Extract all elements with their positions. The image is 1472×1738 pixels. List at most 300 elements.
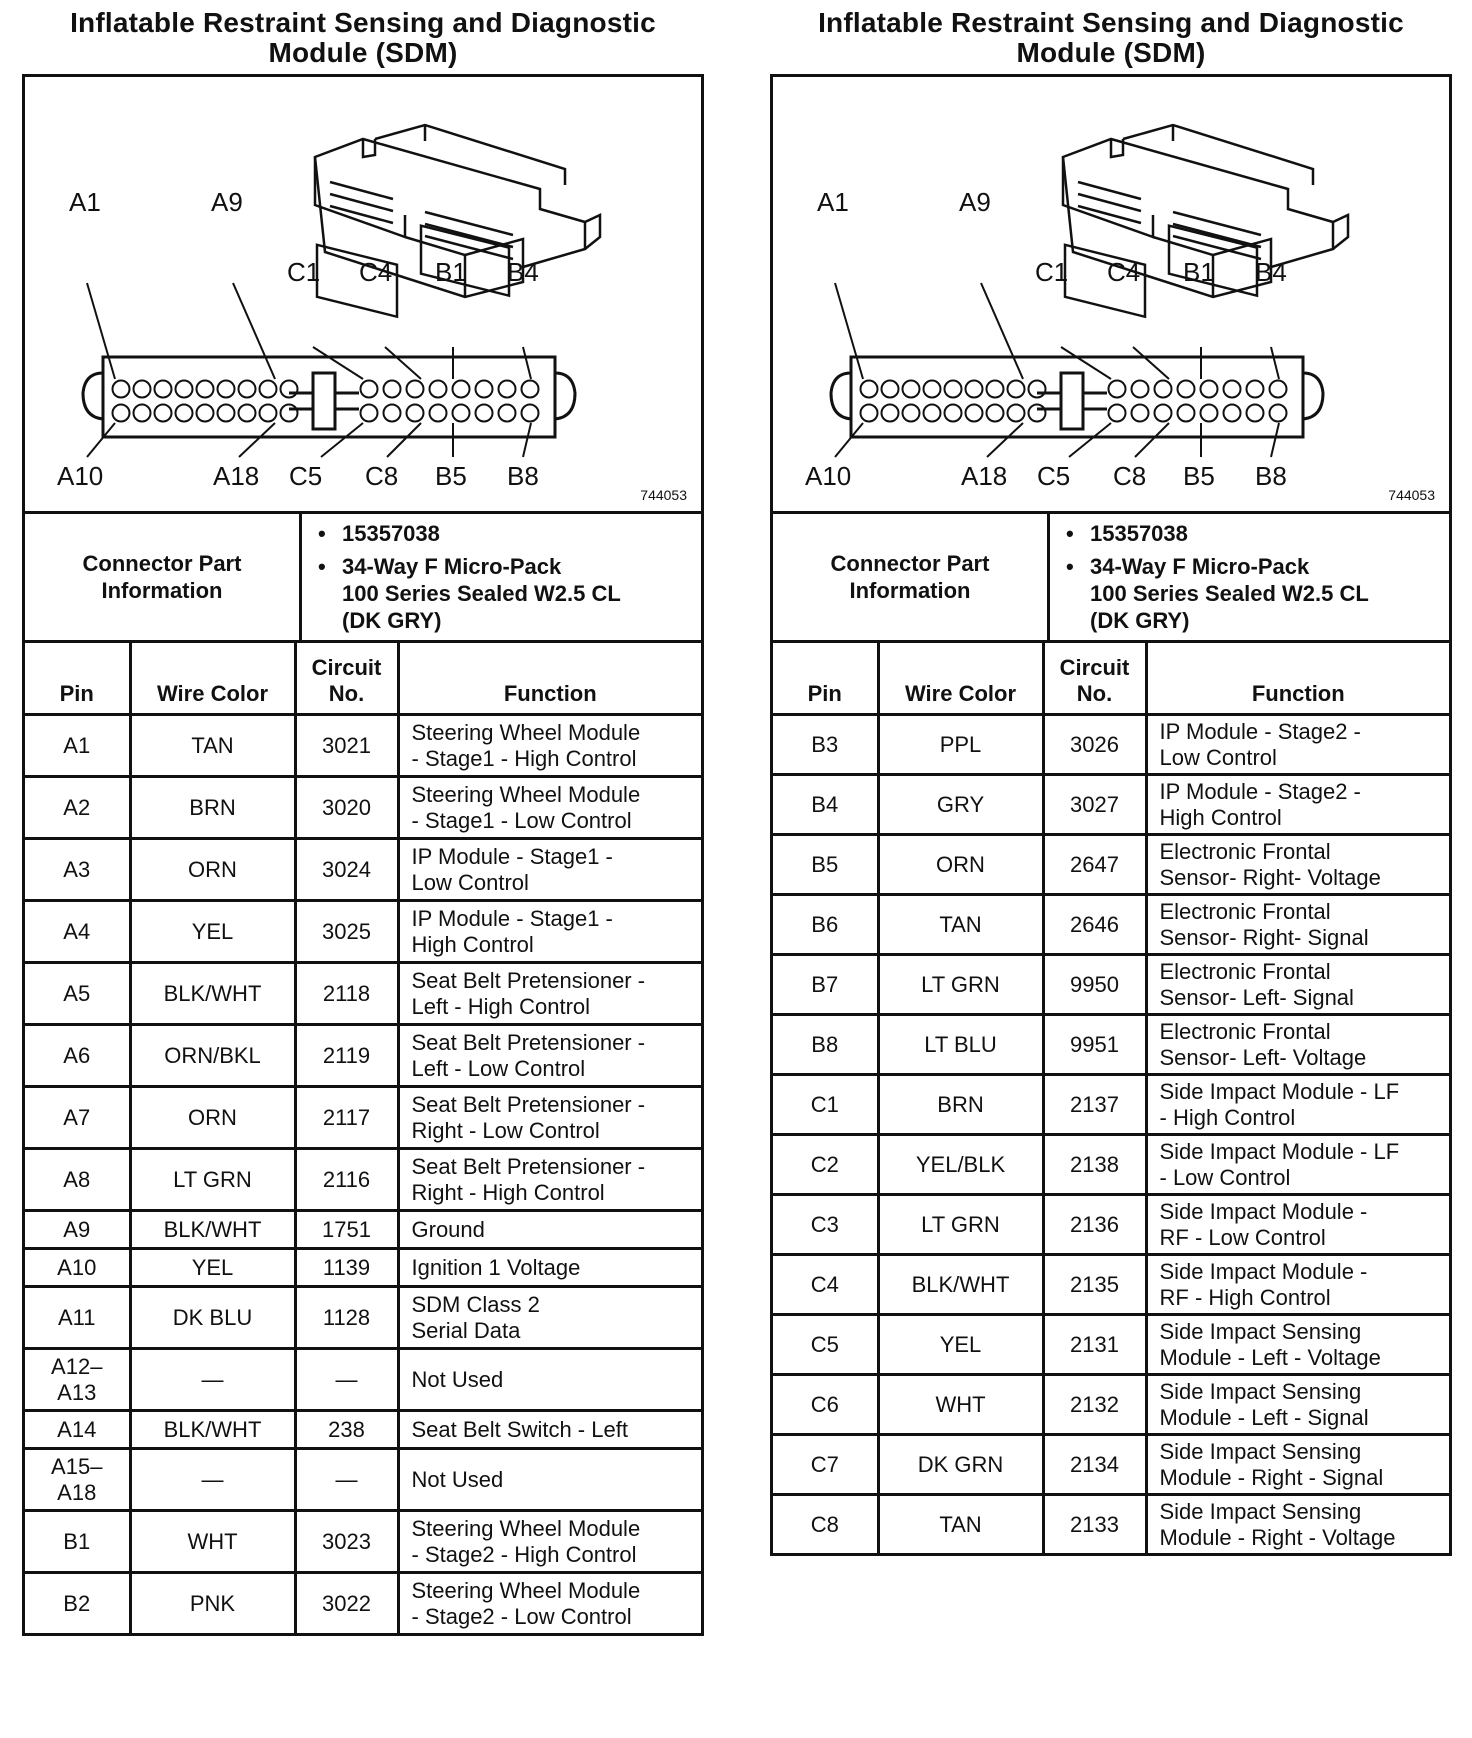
pin-hole	[966, 405, 983, 422]
wire-color-cell: YEL	[130, 901, 295, 963]
wire-color-cell: ORN	[130, 1087, 295, 1149]
wire-color-cell: ORN	[130, 839, 295, 901]
pin-hole	[1201, 405, 1218, 422]
function-line: - Stage1 - Low Control	[411, 807, 632, 833]
pin-label-a1: A1	[69, 187, 101, 217]
pin-cell	[773, 1315, 878, 1375]
pin-id: A6	[63, 1042, 91, 1068]
pin-cell	[773, 895, 878, 955]
part-desc-line1: • 34-Way F Micro-Pack	[1090, 554, 1310, 579]
pin-cell	[773, 1255, 878, 1315]
header-pin: Pin	[773, 643, 878, 715]
connector-label-line1: Connector Part	[830, 551, 990, 576]
pin-hole	[453, 405, 470, 422]
circuit-number-cell: —	[295, 1449, 398, 1511]
function-cell	[398, 1087, 701, 1149]
table-row	[25, 1449, 701, 1511]
function-line: Side Impact Sensing	[1159, 1318, 1362, 1344]
pin-holes	[113, 381, 539, 422]
pin-hole	[903, 381, 920, 398]
pin-hole	[260, 381, 277, 398]
function-line: - Stage2 - Low Control	[411, 1603, 632, 1629]
table-row	[773, 955, 1449, 1015]
wire-color-cell: YEL	[878, 1315, 1043, 1375]
pin-hole	[113, 405, 130, 422]
circuit-number-cell: 3027	[1043, 775, 1146, 835]
pin-hole	[924, 381, 941, 398]
function-line: Seat Belt Pretensioner -	[411, 1091, 646, 1117]
pin-label-b5: B5	[435, 461, 467, 491]
connector-part-info-label	[25, 514, 302, 640]
pin-id: A9	[63, 1216, 91, 1242]
function-line: Sensor- Right- Voltage	[1159, 864, 1381, 890]
wire-color-cell: —	[130, 1349, 295, 1411]
function-line: - Stage2 - High Control	[411, 1541, 637, 1567]
pin-hole	[1247, 405, 1264, 422]
wire-color-cell: DK GRN	[878, 1435, 1043, 1495]
pin-id: A11	[57, 1304, 96, 1330]
table-row	[25, 1573, 701, 1635]
circuit-number-cell: 2134	[1043, 1435, 1146, 1495]
table-row	[25, 963, 701, 1025]
part-number: • 15357038	[1090, 521, 1188, 546]
pin-cell	[25, 963, 130, 1025]
wire-color-cell: LT BLU	[878, 1015, 1043, 1075]
table-row	[25, 1025, 701, 1087]
wire-color-cell: GRY	[878, 775, 1043, 835]
pin-cell	[773, 1195, 878, 1255]
circuit-number-cell: 3025	[295, 901, 398, 963]
function-cell	[1146, 1075, 1449, 1135]
pin-label-b4: B4	[1255, 257, 1287, 287]
pin-cell	[773, 1495, 878, 1555]
header-circuit	[1043, 643, 1146, 715]
part-desc-line3: (DK GRY)	[342, 608, 442, 633]
table-row	[773, 1135, 1449, 1195]
pin-id: C4	[810, 1271, 839, 1297]
wire-color-cell: —	[130, 1449, 295, 1511]
pin-id: B2	[63, 1590, 91, 1616]
circuit-number-cell: 2118	[295, 963, 398, 1025]
wire-color-cell: BRN	[130, 777, 295, 839]
function-line: Not Used	[411, 1366, 504, 1392]
pin-cell	[25, 1211, 130, 1249]
function-line: Module - Left - Voltage	[1159, 1344, 1381, 1370]
pin-hole	[882, 405, 899, 422]
function-line: - Stage1 - High Control	[411, 745, 637, 771]
function-cell	[1146, 1255, 1449, 1315]
function-line: Ground	[411, 1216, 485, 1242]
function-cell	[1146, 895, 1449, 955]
pin-hole	[1247, 381, 1264, 398]
function-cell	[398, 1211, 701, 1249]
pin-id: A18	[57, 1479, 97, 1505]
pin-label-a18: A18	[961, 461, 1008, 491]
function-line: Module - Left - Signal	[1159, 1404, 1369, 1430]
pin-id: C3	[810, 1211, 839, 1237]
pin-label-b1: B1	[1183, 257, 1215, 287]
function-line: Not Used	[411, 1466, 504, 1492]
pin-hole	[1132, 405, 1149, 422]
pin-label-c4: C4	[1107, 257, 1141, 287]
function-line: IP Module - Stage2 -	[1159, 718, 1361, 744]
function-line: Low Control	[1159, 744, 1277, 770]
function-line: SDM Class 2	[411, 1291, 540, 1317]
wire-color-cell: TAN	[878, 895, 1043, 955]
circuit-number-cell: 2135	[1043, 1255, 1146, 1315]
pin-cell	[773, 775, 878, 835]
pin-cell	[773, 1435, 878, 1495]
pin-hole	[361, 381, 378, 398]
function-line: IP Module - Stage1 -	[411, 843, 613, 869]
function-cell	[1146, 1315, 1449, 1375]
pin-table-body	[25, 715, 701, 1635]
pin-id: A1	[63, 732, 91, 758]
pin-hole	[945, 381, 962, 398]
connector-face	[831, 357, 1323, 437]
wire-color-cell: TAN	[878, 1495, 1043, 1555]
pin-hole	[155, 381, 172, 398]
pin-hole	[499, 405, 516, 422]
leader-lines	[87, 283, 531, 457]
pin-label-c8: C8	[1113, 461, 1147, 491]
pin-hole	[155, 405, 172, 422]
wire-color-cell: YEL	[130, 1249, 295, 1287]
pin-id: A5	[63, 980, 91, 1006]
circuit-number-cell: 9951	[1043, 1015, 1146, 1075]
circuit-number-cell: 1128	[295, 1287, 398, 1349]
pin-hole	[1109, 381, 1126, 398]
function-line: Side Impact Sensing	[1159, 1498, 1362, 1524]
pin-id: B8	[811, 1031, 839, 1057]
function-line: Serial Data	[411, 1317, 521, 1343]
pin-hole	[197, 405, 214, 422]
header-circuit-line1: Circuit	[1059, 655, 1130, 680]
pin-hole	[1109, 405, 1126, 422]
pin-cell	[773, 1375, 878, 1435]
function-line: RF - Low Control	[1159, 1224, 1326, 1250]
circuit-number-cell: 3020	[295, 777, 398, 839]
function-cell	[398, 777, 701, 839]
pin-hole	[1201, 381, 1218, 398]
wire-color-cell: WHT	[130, 1511, 295, 1573]
table-row	[25, 1349, 701, 1411]
connector-diagram	[25, 77, 701, 514]
pin-hole	[522, 405, 539, 422]
connector-part-info-values	[302, 514, 701, 640]
pin-hole	[966, 381, 983, 398]
pin-cell	[25, 1449, 130, 1511]
function-line: IP Module - Stage1 -	[411, 905, 613, 931]
pin-cell	[773, 715, 878, 775]
connector-label-line2: Information	[849, 578, 971, 603]
pin-label-b8: B8	[1255, 461, 1287, 491]
pin-hole	[1270, 405, 1287, 422]
pin-hole	[1270, 381, 1287, 398]
pin-id: C8	[810, 1511, 839, 1537]
right-connector-panel	[770, 8, 1452, 1556]
function-cell	[398, 1349, 701, 1411]
header-pin: Pin	[25, 643, 130, 715]
function-cell	[1146, 715, 1449, 775]
pin-hole	[218, 405, 235, 422]
connector-part-info	[25, 514, 701, 643]
pin-cell	[25, 1149, 130, 1211]
table-row	[25, 715, 701, 777]
pin-hole	[476, 381, 493, 398]
function-cell	[398, 839, 701, 901]
connector-sheet	[22, 74, 704, 1636]
table-row	[773, 1015, 1449, 1075]
wire-color-cell: BLK/WHT	[130, 1211, 295, 1249]
pin-id: A13	[57, 1379, 97, 1405]
connector-diagram	[773, 77, 1449, 514]
circuit-number-cell: 9950	[1043, 955, 1146, 1015]
function-line: Seat Belt Pretensioner -	[411, 1029, 646, 1055]
table-row	[25, 777, 701, 839]
function-cell	[398, 1149, 701, 1211]
pin-label-a9: A9	[211, 187, 243, 217]
pin-hole	[987, 381, 1004, 398]
circuit-number-cell: 2119	[295, 1025, 398, 1087]
table-row	[773, 1315, 1449, 1375]
function-line: IP Module - Stage2 -	[1159, 778, 1361, 804]
pin-cell	[25, 715, 130, 777]
pin-hole	[281, 405, 298, 422]
figure-number: 744053	[1388, 487, 1435, 503]
pin-hole	[384, 405, 401, 422]
pin-hole	[1008, 381, 1025, 398]
function-cell	[1146, 1015, 1449, 1075]
pin-label-c8: C8	[365, 461, 399, 491]
pin-hole	[281, 381, 298, 398]
connector-part-info	[773, 514, 1449, 643]
pin-id: B6	[811, 911, 839, 937]
function-line: Side Impact Module - LF	[1159, 1078, 1400, 1104]
pin-hole	[476, 405, 493, 422]
pin-id: C7	[810, 1451, 839, 1477]
wire-color-cell: LT GRN	[878, 955, 1043, 1015]
pin-hole	[1178, 381, 1195, 398]
pin-hole	[260, 405, 277, 422]
pin-hole	[522, 381, 539, 398]
function-line: Electronic Frontal	[1159, 898, 1331, 924]
pin-cell	[25, 1287, 130, 1349]
circuit-number-cell: 3021	[295, 715, 398, 777]
function-line: Left - Low Control	[411, 1055, 586, 1081]
panel-title-line1: Inflatable Restraint Sensing and Diagnostic	[70, 7, 656, 38]
wire-color-cell: LT GRN	[130, 1149, 295, 1211]
function-cell	[398, 715, 701, 777]
pin-id: A3	[63, 856, 91, 882]
function-line: Right - Low Control	[411, 1117, 600, 1143]
wire-color-cell: PPL	[878, 715, 1043, 775]
pin-cell	[25, 1249, 130, 1287]
function-cell	[398, 1025, 701, 1087]
connector-part-info-values	[1050, 514, 1449, 640]
wire-color-cell: LT GRN	[878, 1195, 1043, 1255]
pin-hole	[384, 381, 401, 398]
pin-label-b8: B8	[507, 461, 539, 491]
function-cell	[398, 963, 701, 1025]
table-row	[773, 1435, 1449, 1495]
function-line: Steering Wheel Module	[411, 1577, 641, 1603]
table-row	[773, 895, 1449, 955]
table-row	[773, 1255, 1449, 1315]
connector-label-line1: Connector Part	[82, 551, 242, 576]
circuit-number-cell: 2116	[295, 1149, 398, 1211]
function-line: Sensor- Right- Signal	[1159, 924, 1369, 950]
pin-hole	[861, 405, 878, 422]
pin-id: B1	[63, 1528, 91, 1554]
panel-title-line2: Module (SDM)	[268, 37, 458, 68]
circuit-number-cell: 2133	[1043, 1495, 1146, 1555]
left-connector-panel	[22, 8, 704, 1636]
function-line: Side Impact Module - LF	[1159, 1138, 1400, 1164]
pin-id: A7	[63, 1104, 91, 1130]
part-desc-line1: • 34-Way F Micro-Pack	[342, 554, 562, 579]
pin-hole	[1155, 405, 1172, 422]
circuit-number-cell: 2132	[1043, 1375, 1146, 1435]
circuit-number-cell: 2136	[1043, 1195, 1146, 1255]
panel-title-line1: Inflatable Restraint Sensing and Diagnostic	[818, 7, 1404, 38]
function-cell	[1146, 955, 1449, 1015]
function-cell	[398, 1411, 701, 1449]
function-line: Seat Belt Pretensioner -	[411, 1153, 646, 1179]
function-line: Sensor- Left- Signal	[1159, 984, 1354, 1010]
pin-id: A8	[63, 1166, 91, 1192]
pin-label-a9: A9	[959, 187, 991, 217]
pin-table	[773, 643, 1449, 1556]
wire-color-cell: BLK/WHT	[878, 1255, 1043, 1315]
pin-hole	[882, 381, 899, 398]
function-line: Side Impact Module -	[1159, 1258, 1368, 1284]
pin-id: B7	[811, 971, 839, 997]
pin-id: A15–	[51, 1453, 103, 1479]
pin-label-a10: A10	[805, 461, 852, 491]
pin-cell	[773, 1015, 878, 1075]
circuit-number-cell: 1139	[295, 1249, 398, 1287]
part-description-item	[342, 553, 691, 634]
pin-hole	[987, 405, 1004, 422]
pin-label-a1: A1	[817, 187, 849, 217]
function-line: Right - High Control	[411, 1179, 605, 1205]
pin-holes	[861, 381, 1287, 422]
pin-hole	[361, 405, 378, 422]
function-line: Side Impact Module -	[1159, 1198, 1368, 1224]
connector-illustration	[773, 77, 1449, 511]
table-row	[25, 1149, 701, 1211]
pin-label-c5: C5	[289, 461, 323, 491]
function-cell	[1146, 1435, 1449, 1495]
pin-hole	[176, 381, 193, 398]
pin-id: A14	[57, 1416, 97, 1442]
function-line: Electronic Frontal	[1159, 958, 1331, 984]
wire-color-cell: WHT	[878, 1375, 1043, 1435]
table-row	[773, 1375, 1449, 1435]
pin-cell	[25, 1087, 130, 1149]
function-line: Electronic Frontal	[1159, 1018, 1331, 1044]
part-desc-line2: 100 Series Sealed W2.5 CL	[342, 581, 621, 606]
pin-hole	[1224, 381, 1241, 398]
pin-id: A10	[57, 1254, 97, 1280]
wire-color-cell: TAN	[130, 715, 295, 777]
header-function: Function	[1146, 643, 1449, 715]
header-wire-color: Wire Color	[130, 643, 295, 715]
pin-id: C1	[810, 1091, 839, 1117]
pin-id: C6	[810, 1391, 839, 1417]
header-circuit	[295, 643, 398, 715]
header-circuit-line2: No.	[328, 681, 365, 706]
table-row	[773, 775, 1449, 835]
function-line: Steering Wheel Module	[411, 719, 641, 745]
header-circuit-line2: No.	[1076, 681, 1113, 706]
pin-hole	[499, 381, 516, 398]
figure-number: 744053	[640, 487, 687, 503]
pin-hole	[1029, 405, 1046, 422]
connector-part-info-label	[773, 514, 1050, 640]
function-cell	[398, 1573, 701, 1635]
pin-cell	[773, 835, 878, 895]
table-row	[773, 1195, 1449, 1255]
wire-color-cell: ORN/BKL	[130, 1025, 295, 1087]
table-row	[773, 835, 1449, 895]
function-line: - High Control	[1159, 1104, 1296, 1130]
pin-id: B5	[811, 851, 839, 877]
pin-label-c1: C1	[287, 257, 321, 287]
pin-label-c1: C1	[1035, 257, 1069, 287]
circuit-number-cell: 2117	[295, 1087, 398, 1149]
pin-id: C2	[810, 1151, 839, 1177]
function-cell	[398, 1249, 701, 1287]
circuit-number-cell: 3022	[295, 1573, 398, 1635]
leader-lines	[835, 283, 1279, 457]
function-cell	[398, 1287, 701, 1349]
wire-color-cell: PNK	[130, 1573, 295, 1635]
pin-hole	[945, 405, 962, 422]
circuit-number-cell: 1751	[295, 1211, 398, 1249]
function-cell	[1146, 775, 1449, 835]
function-line: Steering Wheel Module	[411, 1515, 641, 1541]
function-line: Side Impact Sensing	[1159, 1438, 1362, 1464]
pin-label-b5: B5	[1183, 461, 1215, 491]
pin-label-c4: C4	[359, 257, 393, 287]
pin-id: B3	[811, 731, 839, 757]
pin-table-body	[773, 715, 1449, 1555]
pin-cell	[25, 1511, 130, 1573]
pin-label-b1: B1	[435, 257, 467, 287]
pin-id: B4	[811, 791, 839, 817]
pin-hole	[134, 405, 151, 422]
circuit-number-cell: 3023	[295, 1511, 398, 1573]
pin-hole	[924, 405, 941, 422]
circuit-number-cell: 2646	[1043, 895, 1146, 955]
function-line: Sensor- Left- Voltage	[1159, 1044, 1367, 1070]
circuit-number-cell: —	[295, 1349, 398, 1411]
table-row	[25, 1511, 701, 1573]
pin-hole	[1008, 405, 1025, 422]
circuit-number-cell: 2647	[1043, 835, 1146, 895]
pin-cell	[25, 901, 130, 963]
function-cell	[1146, 1135, 1449, 1195]
pin-hole	[903, 405, 920, 422]
pin-hole	[113, 381, 130, 398]
function-cell	[398, 1511, 701, 1573]
table-row	[25, 1087, 701, 1149]
pin-cell	[25, 1025, 130, 1087]
pin-label-a10: A10	[57, 461, 104, 491]
pin-hole	[407, 405, 424, 422]
